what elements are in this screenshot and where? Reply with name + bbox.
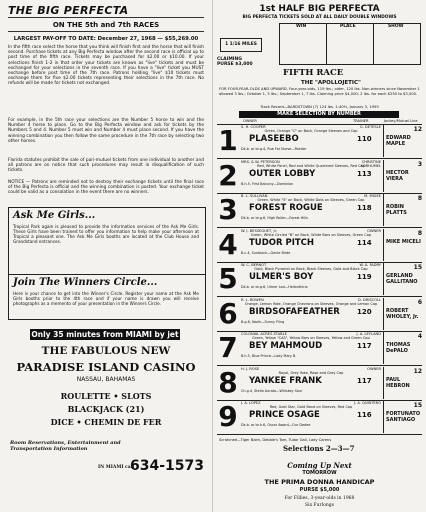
horse-name: PLASEEBO (249, 134, 299, 144)
morning-line: 15 (413, 402, 422, 409)
casino-phone: 634-1573 (130, 458, 204, 474)
left-page (0, 0, 212, 512)
owner-name: H. J. ROSE (241, 366, 260, 371)
horse-name: BIRDSOFAFEATHER (249, 306, 340, 317)
right-page (213, 0, 426, 512)
jockey-box (383, 332, 423, 364)
post-position: 1 (218, 124, 238, 157)
winners-circle-title: Join The Winners Circle... (13, 277, 158, 288)
owner-name: MRS. & W. PETERSON (241, 159, 280, 164)
track-record: Track Record—BARDSTOWN (7) 124 lbs. 1:40⅘, January 3, 1959 (260, 105, 379, 109)
jockey-box (383, 298, 423, 330)
ask-me-girls-text: Tropical Park again is pleased to provide the information services of the Ask Me Girls. These Girls have been trained to offer you information to help make your afternoon at Tropical a pleasant one. The Ask Me Girls booths are located at the Club House and Grandstand entrances. (13, 224, 199, 245)
trainer-name: OWNER (367, 366, 381, 371)
casino-games-1: ROULETTE • SLOTS (60, 391, 152, 401)
coming-up-next: Coming Up Next (287, 461, 352, 470)
horse-name: FOREST ROGUE (249, 203, 323, 213)
pedigree: Dk.b. or br.g.6, Ulmer Lad—Helianthina (241, 285, 308, 289)
trainer-name: W. A. FADRY (359, 263, 381, 267)
owner-name: S. H. COOPER (241, 125, 266, 129)
in-miami-call: IN MIAMI call (98, 465, 135, 470)
race-entry (217, 263, 422, 299)
ask-me-girls-title: Ask Me Girls... (13, 210, 96, 221)
morning-line: 15 (413, 264, 422, 271)
grid-divider (373, 24, 374, 64)
first-half-title: 1st HALF BIG PERFECTA (259, 4, 380, 14)
morning-line: 12 (413, 126, 422, 133)
pedigree: Dk.b. or br.g.4, Rue For Nurse—Pointer (241, 147, 307, 151)
jet-banner: Only 35 minutes from MIAMI by jet (31, 330, 179, 339)
jockey-box (383, 367, 423, 399)
trainer-name: CHRISTINE KORHUMEL (360, 159, 381, 168)
jockey-box (383, 263, 423, 295)
weight: 110 (357, 135, 372, 143)
morning-line: 8 (417, 229, 422, 237)
trainer-name: J. A. QUINTERO (353, 401, 381, 405)
pedigree: B.h.5, Blue Prince—Lady Mary B. (241, 354, 297, 358)
next-race-distance: Six Furlongs (305, 503, 334, 508)
race-conditions: FOR FOUR-YEAR-OLDS AND UPWARD. Four-year-olds, 119 lbs.; older, 120 lbs. Non-winners since November 1 allowed 3 lbs.; October 1, 5 lbs.; September 1, 7 lbs. Claiming price $4,000; 2 lbs. for each $250 to $3,500. (219, 87, 420, 96)
silks-colors: Green, White "S" on Back, White Dots on Sleeves, Green Cap (257, 198, 365, 202)
grid-header-place: PLACE (340, 24, 356, 29)
post-position: 9 (218, 400, 238, 433)
col-jockey: Jockey/Mutuel Line (384, 119, 418, 123)
silks-colors: Gold, Black Pyramid on Back, Black Sleeves, Gold and Black Cap (254, 267, 368, 271)
jockey-name: EDWARD MAPLE (386, 135, 411, 147)
silks-colors: Green, Orange "C" on Back, Orange Sleeves and Cap (264, 129, 358, 133)
owner-name: W. C. BERNOT (241, 263, 267, 267)
races-subtitle: ON THE 5th and 7th RACES (52, 21, 160, 29)
purse-text: PURSE $3,000 (217, 62, 253, 67)
silks-colors: Orange, Lemon Yoke, Orange Chevrons on Sleeves, Orange and Lemon Cap (244, 301, 378, 306)
trainer-name: J. A. LEYLAND (356, 332, 381, 336)
entry-rule (217, 434, 422, 435)
reservation-info: Room Reservations, Entertainment and Transportation Information (10, 440, 121, 452)
post-position: 8 (218, 365, 238, 399)
race-entry (217, 125, 422, 161)
morning-line: 4 (417, 333, 422, 340)
post-position: 3 (218, 193, 238, 226)
weight: 117 (357, 376, 372, 385)
silks-colors: Green, White Circled "B" on Back, White Bars on Sleeves, Green Cap (250, 232, 372, 237)
win-place-show-grid (279, 23, 421, 65)
big-perfecta-title: THE BIG PERFECTA (8, 4, 129, 17)
weight: 119 (357, 273, 372, 281)
claiming-text: CLAIMING (217, 57, 242, 62)
pedigree: B.c.4, Sunblock—Genie Bride (241, 250, 291, 255)
ask-me-girls-box (8, 207, 206, 275)
grid-divider (326, 24, 327, 64)
casino-games-2: BLACKJACK (21) (67, 404, 145, 414)
race-entry (217, 229, 422, 265)
selections: Selections 2—3—7 (283, 444, 355, 453)
race-entry (217, 332, 422, 368)
jockey-box (383, 229, 423, 261)
horse-name: YANKEE FRANK (249, 375, 322, 386)
morning-line: 3 (417, 160, 422, 168)
col-trainer: TRAINER (353, 119, 369, 123)
fabulous-new: THE FABULOUS NEW (41, 345, 171, 357)
post-position: 4 (218, 227, 238, 261)
distance-badge: 1 1/16 MILES (220, 38, 262, 52)
pedigree: B.h.5, First Balcony—Dominion (241, 181, 294, 186)
weight: 113 (357, 169, 372, 178)
trainer-name: D. DRISCOLL (358, 297, 381, 302)
winners-circle-text: Here is your chance to get into the Winner's Circle. Register your name at the Ask Me Girls booths prior to the 4th race and if your name is drawn you will receive photographs as a memento of your presentation in the Winners Circle. (13, 291, 199, 307)
tomorrow-label: TOMORROW (302, 470, 337, 476)
jockey-box (383, 160, 423, 192)
trainer-name: OWNER (367, 228, 381, 233)
owner-name: R. L. BOWEN (241, 297, 264, 302)
casino-location: NASSAU, BAHAMAS (76, 376, 136, 383)
jockey-name: MIKE MICELI (386, 238, 421, 245)
post-position: 2 (218, 158, 238, 192)
morning-line: 8 (417, 195, 422, 202)
jockey-box (383, 401, 423, 433)
jockey-name: ROBIN PLATTS (386, 204, 407, 216)
weight: 116 (357, 411, 372, 419)
next-race-name: THE PRIMA DONNA HANDICAP (264, 478, 375, 486)
morning-line: 12 (413, 367, 422, 375)
weight: 114 (357, 238, 372, 247)
weight: 117 (357, 342, 372, 350)
horse-name: ULMER'S BOY (249, 272, 314, 282)
race-entry (217, 194, 422, 230)
jockey-box (383, 194, 423, 226)
title-rule (8, 17, 204, 18)
post-position: 6 (218, 296, 238, 330)
silks-colors: Red, Gold Star, Gold Band on Sleeves, Red Cap (269, 405, 353, 409)
race-entry (217, 367, 422, 403)
pedigree: Ch.g.4, Stella Aurata—Whiskey Sour (241, 388, 303, 393)
race-number: FIFTH RACE (283, 68, 344, 78)
horse-name: TUDOR PITCH (249, 237, 315, 248)
pedigree: Dk.b. or br.g.6, High Roller—Forest Hills (241, 216, 308, 220)
col-owner: OWNER (243, 119, 257, 123)
claiming-label (217, 57, 253, 67)
post-position: 7 (218, 331, 238, 364)
silks-colors: Green, Yellow "CAS", Yellow Bars on Sleeves, Yellow and Green Cap (252, 336, 370, 340)
grid-header-win: WIN (296, 24, 307, 29)
horse-name: BEY MAHMOUD (249, 341, 323, 351)
race-entry (217, 401, 422, 437)
jockey-name: ROBERT WHOLEY, Jr. (386, 307, 419, 320)
jockey-name: GERLAND GALLITANO (386, 273, 418, 285)
owner-name: J. A. LOPEZ (241, 401, 261, 405)
morning-line: 6 (417, 298, 422, 306)
winners-circle-box (8, 274, 206, 320)
jockey-name: HECTOR VIERA (386, 169, 409, 182)
next-race-purse: PURSE $5,000 (299, 487, 340, 493)
horse-name: OUTER LOBBY (249, 168, 316, 179)
subtitle-rule (8, 31, 204, 32)
largest-payoff: LARGEST PAY-OFF TO DATE: December 27, 1968 — $55,269.00 (13, 36, 199, 42)
casino-games-3: DICE • CHEMIN DE FER (50, 417, 162, 427)
next-race-conditions: For Fillies, 3-year-olds in 1968 (284, 496, 355, 501)
owner-name: COLONIAL ACRES STABLE (241, 332, 287, 336)
rules-paragraph-1: In the fifth race select the horse that you think will finish first and the horse that will finish second. Purchase tickets at any Big Perfecta window after the second race is official up to post time of the fifth race. Tickets may be purchased for $2.00 or $10.00. If your selections finish 1-2 in that order your tickets are known as "live" tickets and must be exchanged for your selections in the seventh race. If you have a "live" ticket you MUST exchange before post time of the 7th race. Patrons holding "live" $10 tickets must exchange them for five $2.00 tickets representing their selections in the 7th race. No refunds will be made for tickets not exchanged. (8, 45, 204, 87)
tickets-subtitle: BIG PERFECTA TICKETS SOLD AT ALL DAILY DOUBLE WINDOWS (242, 15, 397, 20)
jockey-name: FORTUNATO SANTIAGO (386, 411, 421, 423)
horse-name: PRINCE OSAGE (249, 410, 320, 420)
rules-paragraph-2: For example, in the 5th race your selections are the Number 5 horse to win and the Number 4 horse to place. Go to the Big Perfecta window and ask for tickets by the Numbers 5 and 4. Number 5 must win and Number 4 must place second. If you have the winning combination you then follow the same procedure in the 7th race by selecting two other horses. (8, 118, 204, 144)
rules-paragraph-3: Florida statutes prohibit the sale of pari-mutuel tickets from one individual to another and all patrons are on notice that such procedures may result in disqualification of such tickets. (8, 158, 204, 174)
silks-colors: Red, White Panel, Red and White Quartered Sleeves, Red Cap (257, 163, 365, 168)
trainer-name: M. MIGEE (364, 194, 381, 198)
race-name: THE "APOLLOJETIC" (301, 80, 361, 86)
make-selection-bar: MAKE SELECTION BY NUMBER (239, 111, 399, 118)
pedigree: Dk.b. or br.h.6, Oscar Award—Our Dedee (241, 423, 311, 427)
race-entry (217, 298, 422, 334)
grid-header-show: SHOW (388, 24, 404, 29)
jockey-name: PAUL HEBRON (386, 376, 410, 389)
casino-name: PARADISE ISLAND CASINO (16, 360, 196, 374)
trainer-name: G. DETESLE (359, 125, 381, 129)
silks-colors: Royal, Grey Yoke, Rose and Grey Cap (278, 370, 344, 375)
jockey-box (383, 125, 423, 157)
notice-paragraph: NOTICE — Patrons are reminded not to destroy their exchange tickets until the final race of the Big Perfecta is official and the winning combination is posted. Your exchange ticket could be valid as a consolation in the event there are no winners. (8, 180, 204, 196)
owner-name: B. L. SULLIVAN (241, 194, 268, 198)
owner-name: W. J. BESSEGUET, Jr. (241, 228, 277, 233)
scratched-list: Scratched—Tiger Balm, Debbie's Tam, Tudor Gall, Lady Carens (219, 438, 332, 442)
jockey-name: THOMAS DePALO (386, 342, 411, 354)
pedigree: B.g.6, Nadir—Sunny Fling (241, 319, 285, 324)
weight: 120 (357, 307, 372, 316)
weight: 118 (357, 204, 372, 212)
race-entry (217, 160, 422, 196)
post-position: 5 (218, 262, 238, 295)
